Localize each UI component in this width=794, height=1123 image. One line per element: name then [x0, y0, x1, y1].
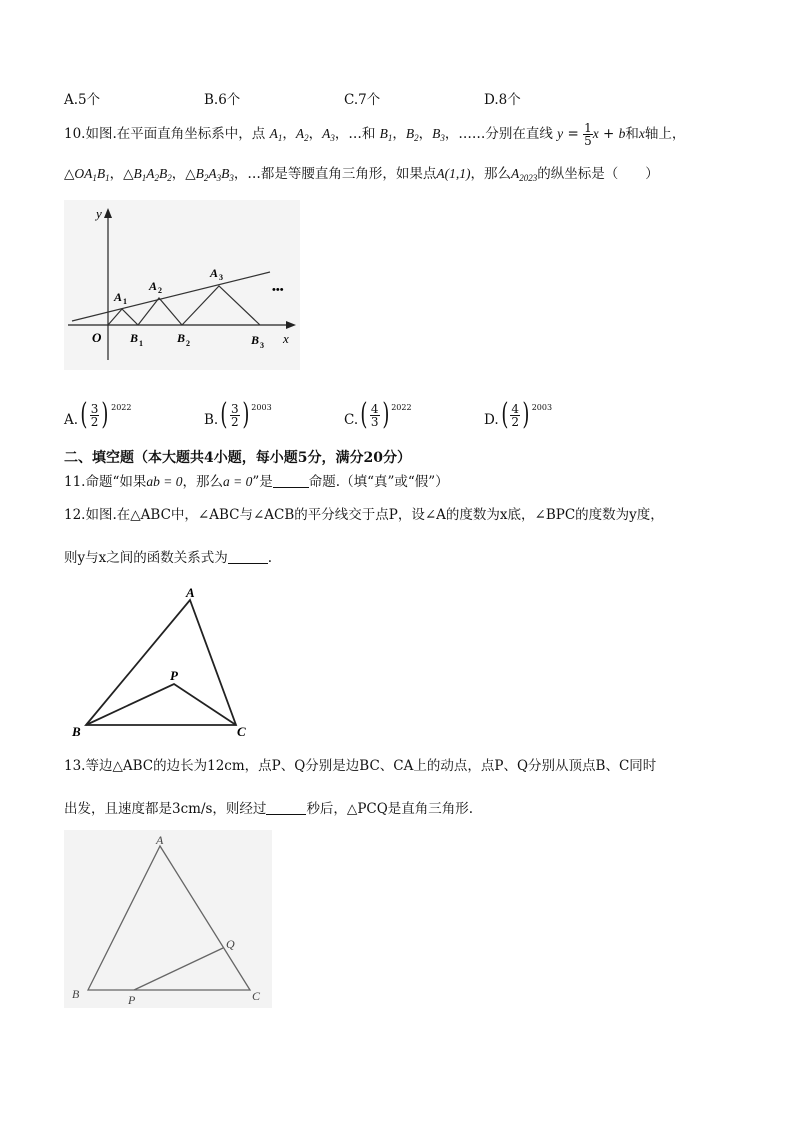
q13-fig-p: P [128, 993, 136, 1007]
q9-option-d: D.8个 [484, 92, 521, 108]
q10-option-d-exp: 2003 [531, 403, 553, 412]
q11-mid: ，那么 [182, 474, 223, 490]
q9-option-c: C.7个 [344, 92, 381, 108]
q10-option-d-label: D. [484, 412, 499, 428]
q9-option-b: B.6个 [204, 92, 241, 108]
q13-fig-c: C [252, 989, 261, 1003]
q10-line1-prefix: 10.如图.在平面直角坐标系中，点 [64, 126, 266, 142]
q10-line2-c: 的纵坐标是（ ） [537, 166, 659, 182]
q10-option-d-den: 2 [511, 414, 519, 429]
q11-blank[interactable] [273, 473, 309, 488]
q13-line2-prefix: 出发，且速度都是3cm/s，则经过 [64, 801, 267, 817]
q10-option-b-num: 3 [230, 401, 239, 416]
q10-fig-b2-sub: 2 [186, 339, 190, 348]
q13-line2-suffix: 秒后，△PCQ是直角三角形. [306, 801, 474, 817]
q10-option-b-den: 2 [230, 414, 239, 429]
q11-suffix: 命题.（填“真”或“假”） [308, 474, 449, 490]
q10-option-c: C. ( $\frac{4}{3}$ ) $^{2022}$ [344, 397, 412, 432]
q10-fig-b1-sub: 1 [139, 339, 143, 348]
q10-fig-y: y [96, 206, 102, 221]
q10-line1-mid2: …分别在直线 [471, 126, 553, 142]
q11-concl: a = 0 [223, 474, 253, 489]
q10-option-d: D. ( $\frac{4}{2}$ ) $^{2003}$ [484, 397, 553, 432]
q12-fig-a: A [186, 585, 195, 600]
q10-fig-a1: A [114, 290, 123, 304]
q10-option-a: A. ( $\frac{3}{2}$ ) $^{2022}$ [64, 397, 132, 432]
q10-fig-x: x [283, 331, 289, 346]
q10-fig-a1-sub: 1 [123, 297, 127, 306]
q13-line1: 13.等边△ABC的边长为12cm，点P、Q分别是边BC、CA上的动点，点P、Q分别从顶点B、C同时 [64, 758, 657, 774]
q10-option-c-den: 3 [370, 414, 379, 429]
q10-line2-a: 都是等腰直角三角形，如果点 [260, 166, 437, 182]
q10-line1-end: 轴上， [644, 126, 686, 142]
q10-line1-suffix: 和 [625, 126, 639, 142]
q10-option-a-label: A. [64, 412, 79, 428]
q10-fig-b3: B [251, 333, 260, 347]
q12-line2-prefix: 则y与x之间的函数关系式为 [64, 550, 228, 566]
q10-fig-a3-sub: 3 [219, 273, 223, 282]
q12-blank[interactable] [228, 549, 268, 564]
q11-after: ”是 [252, 474, 273, 490]
q10-a2023-sub: 2023 [519, 173, 538, 183]
q13-fig-q: Q [226, 937, 235, 951]
q10-fig-b1: B [130, 331, 139, 345]
q11-line [64, 472, 449, 492]
q10-line2-b: ，那么 [470, 166, 512, 182]
q10-option-c-label: C. [344, 412, 359, 428]
q12-fig-p: P [170, 668, 178, 683]
q12-fig-b: B [72, 724, 81, 739]
q10-fig-a2: A [149, 279, 158, 293]
q10-option-d-num: 4 [511, 401, 519, 416]
q10-fig-o: O [92, 330, 102, 345]
q10-option-a-num: 3 [90, 401, 99, 416]
q10-option-c-num: 4 [370, 401, 379, 416]
q12-fig-c: C [237, 724, 246, 739]
q12-line1: 12.如图.在△ABC中，∠ABC与∠ACB的平分线交于点P，设∠A的度数为x底，∠BPC的度数为y度， [64, 507, 664, 523]
q10-fig-dots: ••• [272, 284, 284, 296]
q10-figure [64, 200, 300, 370]
q13-fig-b: B [72, 987, 80, 1001]
q10-fig-a3: A [210, 266, 219, 280]
q12-line2 [64, 548, 272, 568]
q10-line1-mid: …和 [348, 126, 376, 142]
q10-line2: $\triangle OA_1B_1$，$\triangle B_1A_2B_2$，$\triangle B_2A_3B_3$，…都是等腰直角三角形，如果点A(1,1)，那么$A_{2023}$的纵坐标是（ ） [64, 166, 659, 183]
q11-cond: ab = 0 [146, 474, 183, 489]
q11-prefix: 11.命题“如果 [64, 474, 147, 490]
q10-option-b-exp: 2003 [251, 403, 272, 412]
q13-line2 [64, 799, 473, 819]
q10-option-a-den: 2 [90, 414, 99, 429]
q10-fig-b2: B [177, 331, 186, 345]
q10-point-a: A(1,1) [436, 166, 471, 181]
q13-fig-a: A [156, 833, 164, 847]
q10-line1: 10.如图.在平面直角坐标系中，点 $A_1$，$A_2$，$A_3$，…和 $B_1$，$B_2$，$B_3$，……分别在直线 y = $\frac{1}{5}$ x + b和x轴上， [64, 121, 686, 148]
q10-fig-a2-sub: 2 [158, 286, 162, 295]
q10-option-b-label: B. [204, 412, 219, 428]
q13-figure [64, 830, 272, 1008]
section2-title: 二、填空题（本大题共4小题，每小题5分，满分20分） [64, 450, 411, 466]
q12-figure [64, 584, 264, 740]
q10-option-a-exp: 2022 [111, 403, 132, 412]
q10-fig-b3-sub: 3 [260, 341, 264, 350]
q10-option-c-exp: 2022 [391, 403, 412, 412]
q12-line2-suffix: . [267, 550, 273, 566]
q13-blank[interactable] [266, 800, 306, 815]
q9-option-a: A.5个 [64, 92, 101, 108]
q10-option-b: B. ( $\frac{3}{2}$ ) $^{2003}$ [204, 397, 272, 432]
